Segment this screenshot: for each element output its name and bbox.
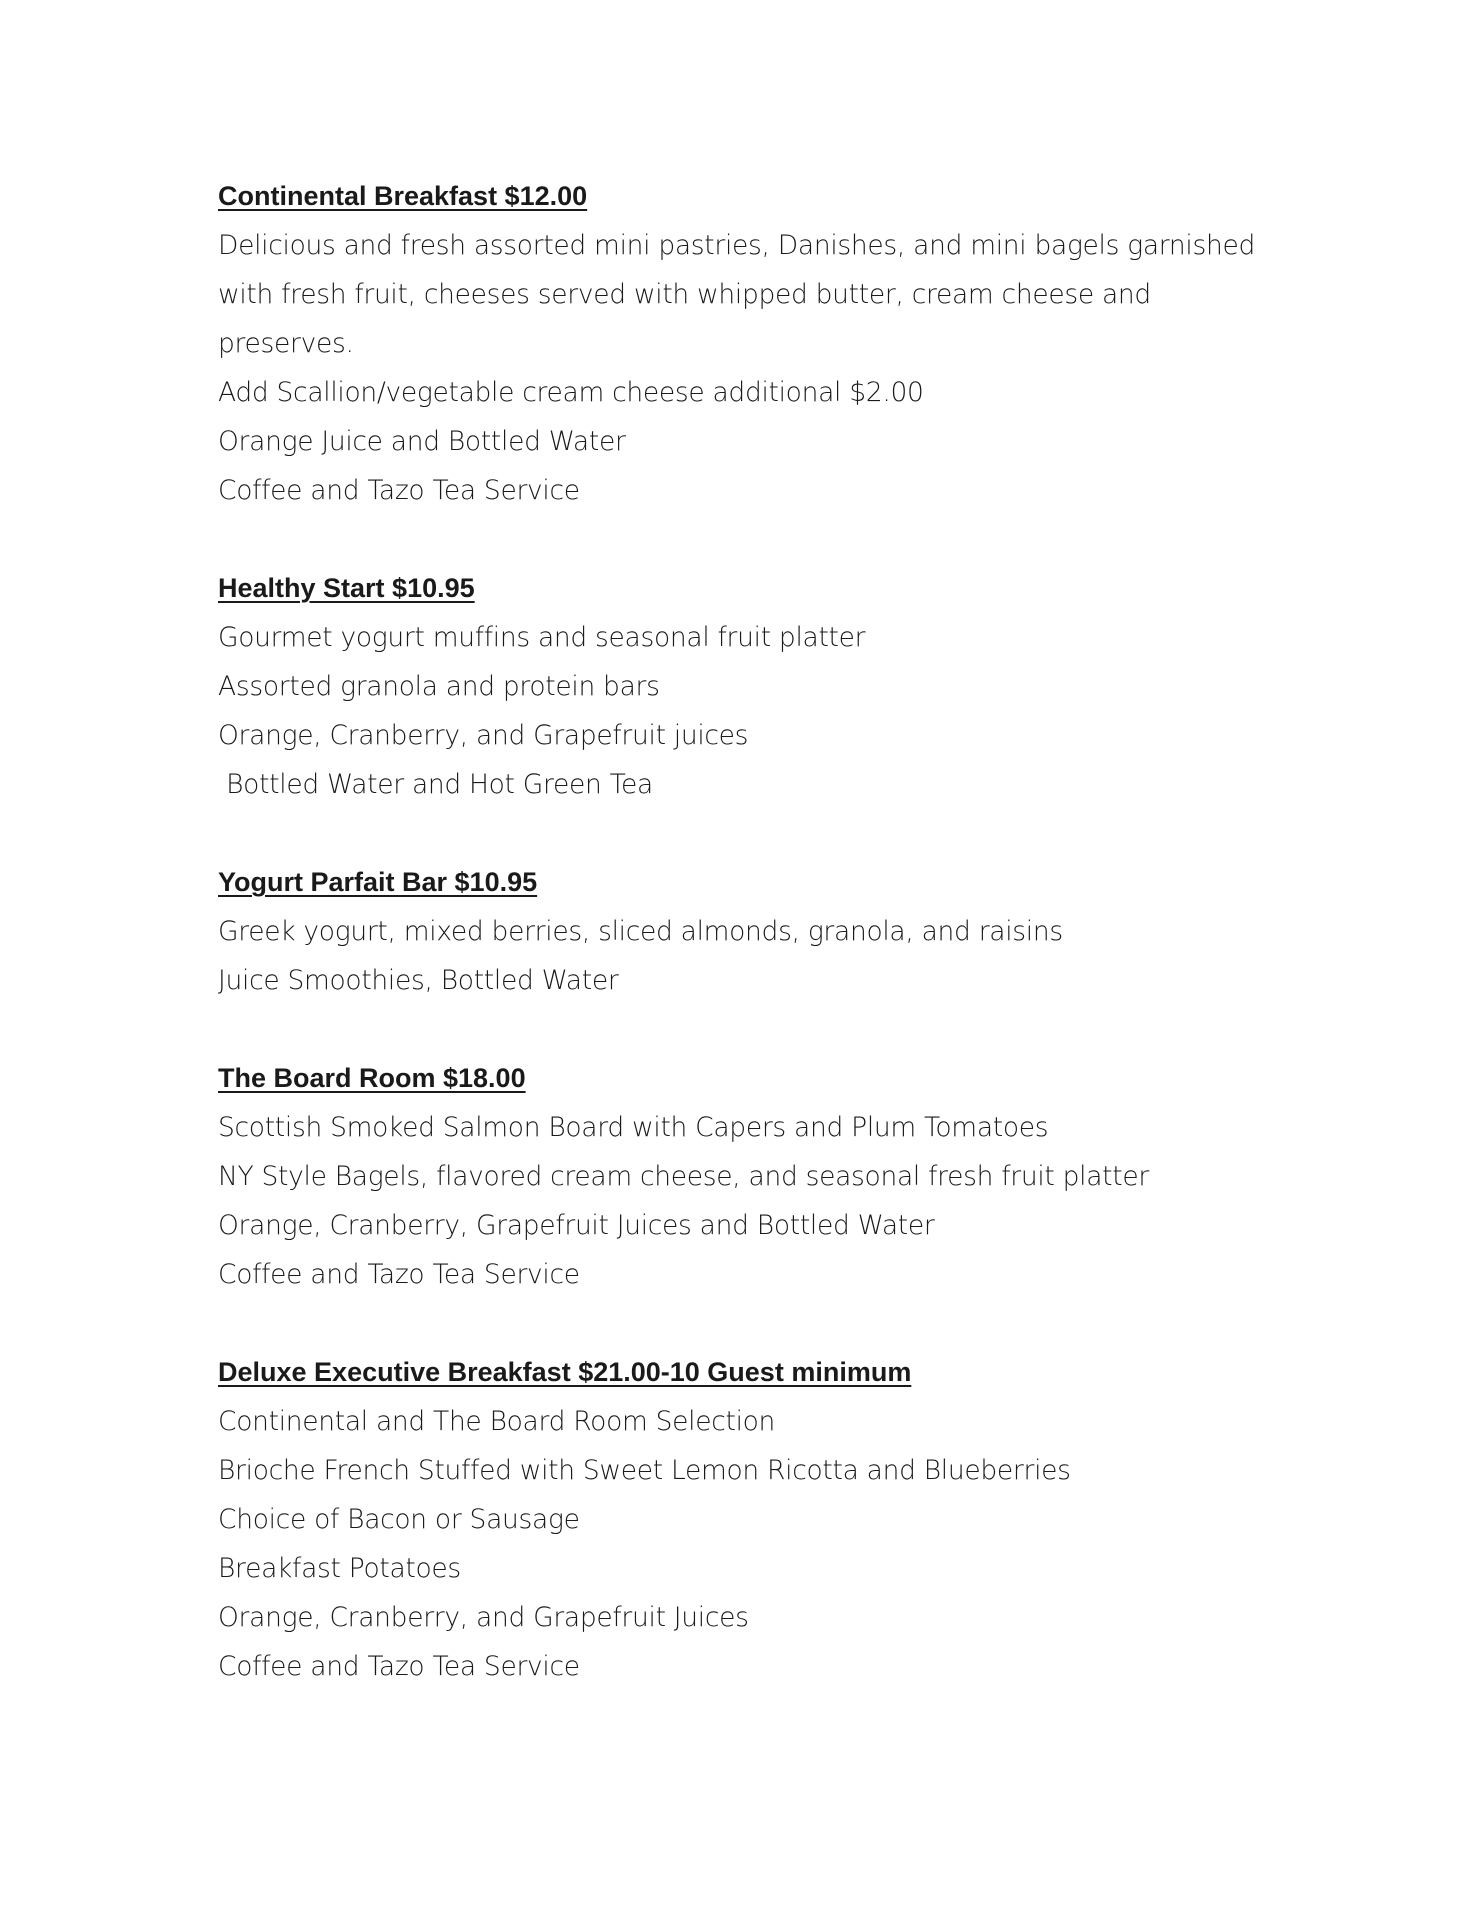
menu-section-yogurt-parfait-bar — [218, 858, 1308, 1005]
menu-section-deluxe-executive-breakfast — [218, 1348, 1308, 1691]
section-heading: Continental Breakfast $12.00 — [218, 181, 588, 211]
menu-line: Bottled Water and Hot Green Tea — [218, 769, 653, 800]
menu-line: Orange, Cranberry, and Grapefruit Juices — [218, 1602, 749, 1633]
section-heading: Healthy Start $10.95 — [218, 573, 475, 603]
menu-line: Orange, Cranberry, Grapefruit Juices and Bottled Water — [218, 1210, 935, 1241]
menu-line: Breakfast Potatoes — [218, 1553, 461, 1584]
menu-line: NY Style Bagels, flavored cream cheese, and seasonal fresh fruit platter — [218, 1161, 1149, 1192]
menu-line: with fresh fruit, cheeses served with whipped butter, cream cheese and — [218, 279, 1151, 310]
menu-line: Delicious and fresh assorted mini pastries, Danishes, and mini bagels garnished — [218, 230, 1255, 261]
menu-section-healthy-start — [218, 564, 1308, 809]
menu-line: Orange, Cranberry, and Grapefruit juices — [218, 720, 749, 751]
menu-document — [218, 172, 1308, 1740]
section-heading: Yogurt Parfait Bar $10.95 — [218, 867, 538, 897]
menu-line: Continental and The Board Room Selection — [218, 1406, 776, 1437]
menu-line: Orange Juice and Bottled Water — [218, 426, 626, 457]
menu-line: Coffee and Tazo Tea Service — [218, 475, 580, 506]
menu-line: Scottish Smoked Salmon Board with Capers and Plum Tomatoes — [218, 1112, 1049, 1143]
menu-section-board-room — [218, 1054, 1308, 1299]
menu-line: Coffee and Tazo Tea Service — [218, 1651, 580, 1682]
menu-line: Coffee and Tazo Tea Service — [218, 1259, 580, 1290]
menu-line: Choice of Bacon or Sausage — [218, 1504, 580, 1535]
menu-line: Brioche French Stuffed with Sweet Lemon Ricotta and Blueberries — [218, 1455, 1071, 1486]
menu-line: Add Scallion/vegetable cream cheese additional $2.00 — [218, 377, 924, 408]
menu-line: Greek yogurt, mixed berries, sliced almonds, granola, and raisins — [218, 916, 1063, 947]
menu-section-continental-breakfast — [218, 172, 1308, 515]
menu-line: Juice Smoothies, Bottled Water — [218, 965, 619, 996]
section-heading: Deluxe Executive Breakfast $21.00-10 Guest minimum — [218, 1357, 912, 1387]
menu-line: Assorted granola and protein bars — [218, 671, 660, 702]
section-heading: The Board Room $18.00 — [218, 1063, 526, 1093]
menu-line: preserves. — [218, 328, 354, 359]
menu-line: Gourmet yogurt muffins and seasonal fruit platter — [218, 622, 866, 653]
